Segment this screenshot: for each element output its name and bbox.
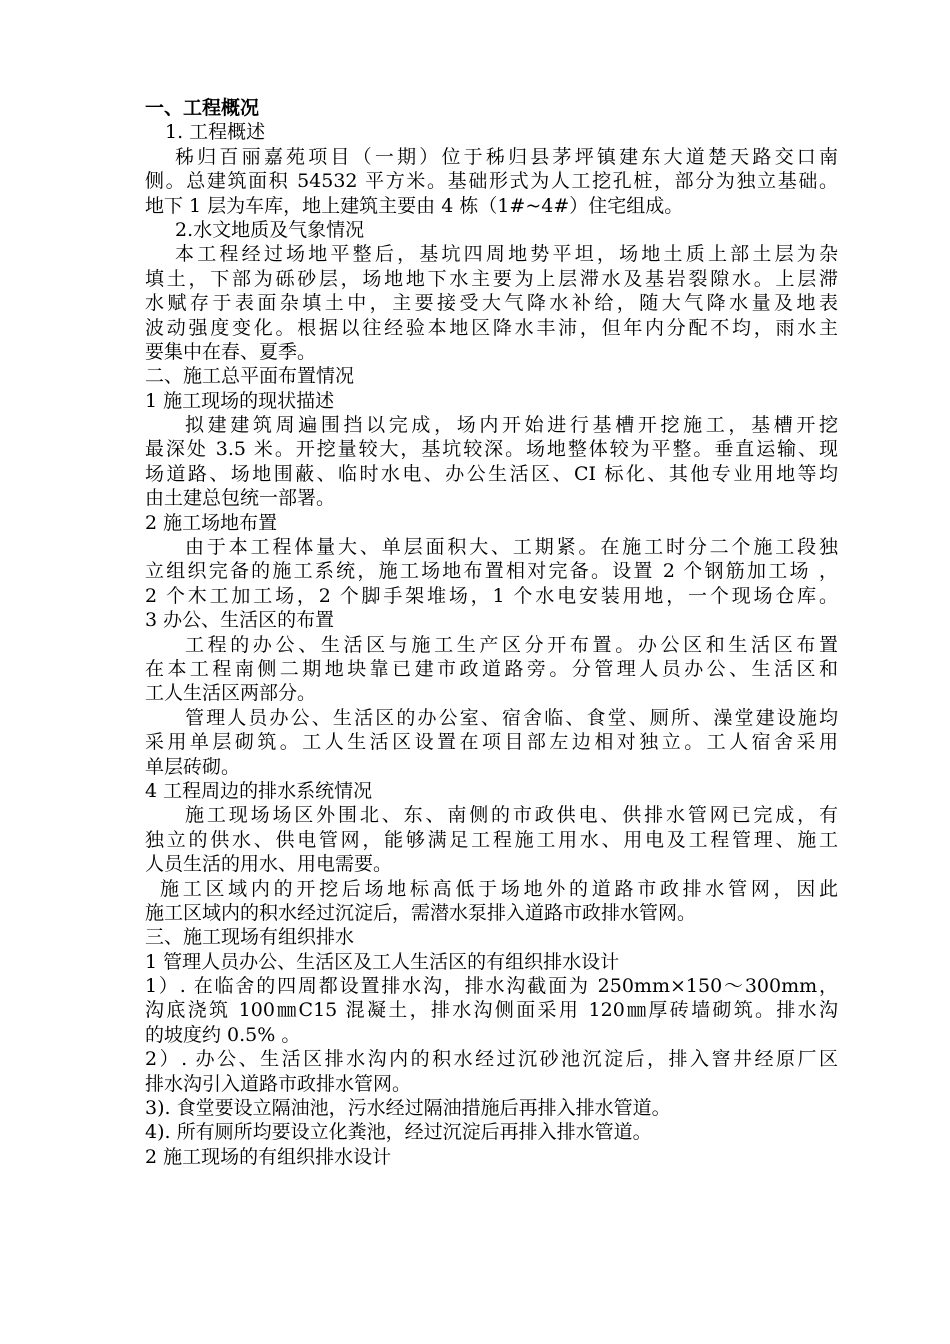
paragraph-line: 3). 食堂要设立隔油池，污水经过隔油措施后再排入排水管道。 [145, 1097, 671, 1120]
paragraph-line: 拟建建筑周遍围挡以完成，场内开始进行基槽开挖施工，基槽开挖 [185, 414, 838, 437]
paragraph-line: 要集中在春、夏季。 [145, 340, 317, 363]
paragraph-line: 由于本工程体量大、单层面积大、工期紧。在施工时分二个施工段独 [185, 536, 838, 559]
paragraph-line: 独立的供水、供电管网，能够满足工程施工用水、用电及工程管理、施工 [145, 828, 838, 851]
section-heading-2: 二、施工总平面布置情况 [145, 365, 355, 388]
paragraph-line: 填土，下部为砾砂层，场地地下水主要为上层滞水及基岩裂隙水。上层滞 [145, 267, 838, 290]
paragraph-line: 场道路、场地围蔽、临时水电、办公生活区、CI 标化、其他专业用地等均 [145, 462, 838, 485]
paragraph-line: 施工区域内的积水经过沉淀后，需潜水泵排入道路市政排水管网。 [145, 901, 697, 924]
paragraph-line: 在本工程南侧二期地块靠已建市政道路旁。分管理人员办公、生活区和 [145, 657, 838, 680]
paragraph-line: 立组织完备的施工系统，施工场地布置相对完备。设置 2 个钢筋加工场 ， [145, 560, 838, 583]
paragraph-line: 管理人员办公、生活区的办公室、宿舍临、食堂、厕所、澡堂建设施均 [185, 706, 838, 729]
paragraph-line: 4). 所有厕所均要设立化粪池，经过沉淀后再排入排水管道。 [145, 1121, 652, 1144]
paragraph-line: 人员生活的用水、用电需要。 [145, 853, 393, 876]
subheading-2-4: 4 工程周边的排水系统情况 [145, 779, 373, 802]
paragraph-line: 采用单层砌筑。工人生活区设置在项目部左边相对独立。工人宿舍采用 [145, 731, 838, 754]
paragraph-line: 1）. 在临舍的四周都设置排水沟，排水沟截面为 250mm×150～300mm， [145, 975, 838, 998]
paragraph-line: 2 个木工加工场，2 个脚手架堆场，1 个水电安装用地，一个现场仓库。 [145, 584, 838, 607]
paragraph-line: 由土建总包统一部署。 [145, 487, 336, 510]
paragraph-line: 的坡度约 0.5% 。 [145, 1023, 301, 1046]
paragraph-line: 最深处 3.5 米。开挖量较大，基坑较深。场地整体较为平整。垂直运输、现 [145, 438, 838, 461]
paragraph-line: 工人生活区两部分。 [145, 682, 317, 705]
paragraph-line: 波动强度变化。根据以往经验本地区降水丰沛，但年内分配不均，雨水主 [145, 316, 838, 339]
paragraph-line: 秭归百丽嘉苑项目（一期）位于秭归县茅坪镇建东大道楚天路交口南 [175, 145, 838, 168]
subheading-1-1: 1. 工程概述 [165, 121, 266, 144]
paragraph-line: 沟底浇筑 100㎜C15 混凝土，排水沟侧面采用 120㎜厚砖墙砌筑。排水沟 [145, 999, 838, 1022]
subheading-2-2: 2 施工场地布置 [145, 511, 278, 534]
section-heading-3: 三、施工现场有组织排水 [145, 926, 355, 949]
document-page [145, 96, 838, 1169]
paragraph-line: 本工程经过场地平整后，基坑四周地势平坦，场地土质上部土层为杂 [175, 243, 838, 266]
paragraph-line: 地下 1 层为车库，地上建筑主要由 4 栋（1#~4#）住宅组成。 [145, 194, 684, 217]
paragraph-line: 工程的办公、生活区与施工生产区分开布置。办公区和生活区布置 [185, 633, 838, 656]
subheading-1-2: 2.水文地质及气象情况 [175, 218, 365, 241]
subheading-3-1: 1 管理人员办公、生活区及工人生活区的有组织排水设计 [145, 950, 620, 973]
subheading-3-2: 2 施工现场的有组织排水设计 [145, 1145, 392, 1168]
paragraph-line: 侧。总建筑面积 54532 平方米。基础形式为人工挖孔桩，部分为独立基础。 [145, 170, 838, 193]
paragraph-line: 单层砖砌。 [145, 755, 241, 778]
subheading-2-3: 3 办公、生活区的布置 [145, 609, 335, 632]
paragraph-line: 施工现场场区外围北、东、南侧的市政供电、供排水管网已完成，有 [185, 804, 838, 827]
paragraph-line: 施工区域内的开挖后场地标高低于场地外的道路市政排水管网，因此 [160, 877, 838, 900]
paragraph-line: 水赋存于表面杂填土中，主要接受大气降水补给，随大气降水量及地表 [145, 292, 838, 315]
section-heading-1: 一、工程概况 [145, 97, 260, 119]
subheading-2-1: 1 施工现场的现状描述 [145, 389, 335, 412]
paragraph-line: 排水沟引入道路市政排水管网。 [145, 1072, 412, 1095]
paragraph-line: 2）. 办公、生活区排水沟内的积水经过沉砂池沉淀后，排入窨井经原厂区 [145, 1048, 838, 1071]
